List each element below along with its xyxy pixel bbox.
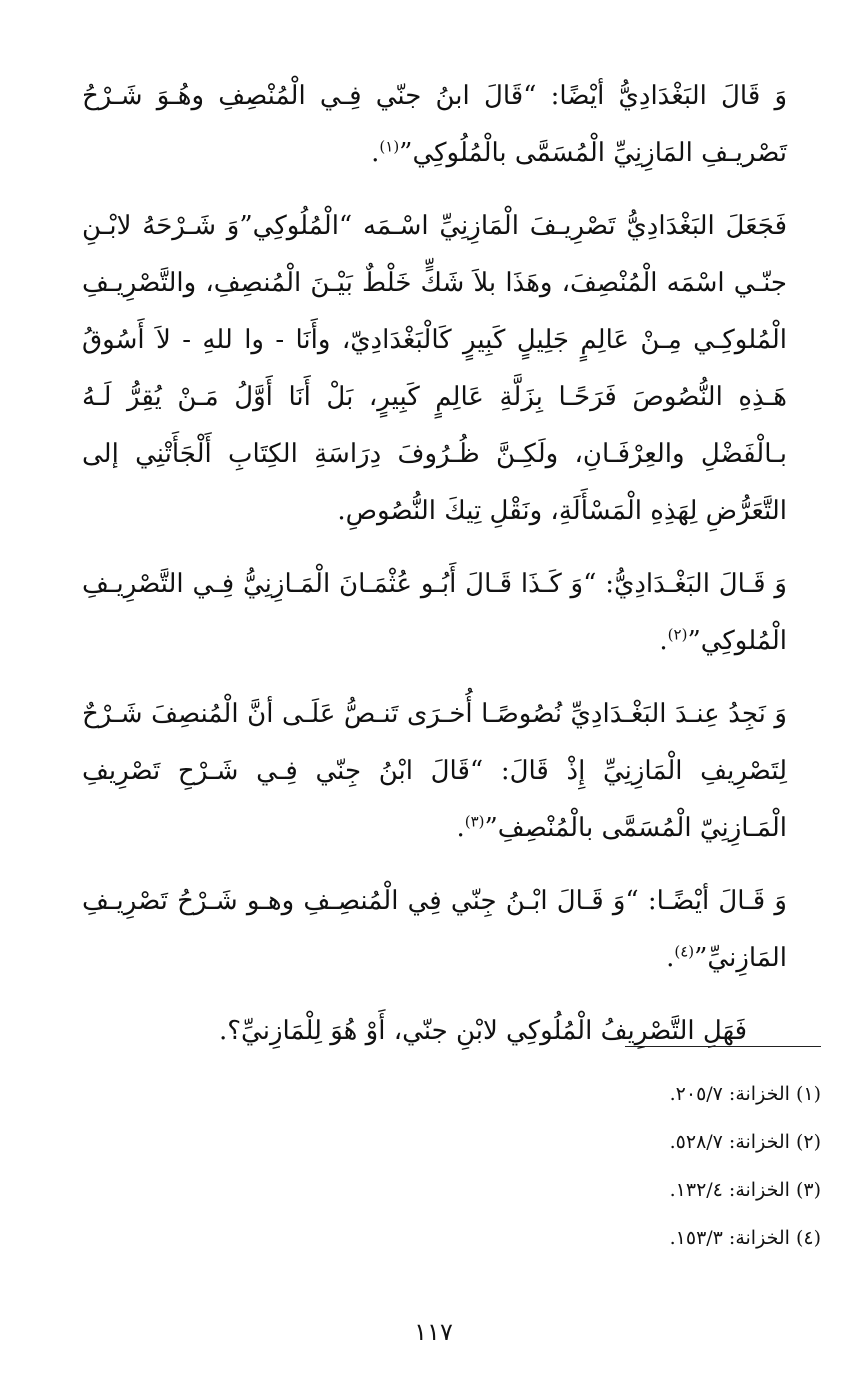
paragraph-4-text: وَ نَجِدُ عِنـدَ البَغْـدَادِيِّ نُصُوصًـا أُخـرَى تَنـصُّ عَلَـى أنَّ الْمُنصِفَ شَـرْحٌ لِتَصْرِيفِ الْمَازِنِيِّ إِذْ قَالَ: “قَالَ ابْنُ جِنّي فِـي شَـرْحِ تَصْرِيفِ الْمَـازِنِيّ الْمُسَمَّى بالْمُنْصِفِ” [82,699,787,843]
footnote-1: (١) الخزانة: ٢٠٥/٧. [669,1083,821,1105]
footnote-4: (٤) الخزانة: ١٥٣/٣. [669,1227,821,1249]
paragraph-5-text: وَ قَـالَ أيْضًـا: “وَ قَـالَ ابْـنُ جِنّي فِي الْمُنصِـفِ وهـو شَـرْحُ تَصْرِيـفِ المَازِنيِّ” [82,886,787,973]
paragraph-3-text: وَ قَـالَ البَغْـدَادِيُّ: “وَ كَـذَا قَـالَ أَبُـو عُثْمَـانَ الْمَـازِنِيُّ فِـي التَّصْرِيـفِ الْمُلوكِي” [82,569,787,656]
paragraph-1-end: . [371,138,380,168]
paragraph-4-end: . [456,813,465,843]
paragraph-6-text: فَهَلِ التَّصْرِيفُ الْمُلُوكِي لابْنِ جنّي، أَوْ هُوَ لِلْمَازِنيِّ؟. [218,1016,747,1046]
paragraph-4 [82,686,787,857]
footnote-3: (٣) الخزانة: ١٣٢/٤. [669,1179,821,1201]
paragraph-1-text: وَ قَالَ البَغْدَادِيُّ أيْضًا: “قَالَ ابنُ جنّي فِـي الْمُنْصِفِ وهُـوَ شَـرْحُ تَصْريـفِ المَازِنِيِّ الْمُسَمَّى بالْمُلُوكِي” [82,81,787,168]
footnote-ref-4: (٤) [674,942,695,961]
footnote-2: (٢) الخزانة: ٥٢٨/٧. [669,1131,821,1153]
footnote-ref-3: (٣) [464,812,485,831]
paragraph-5 [82,873,787,987]
body-text [82,68,787,1076]
paragraph-3-end: . [659,626,668,656]
footnotes [421,1070,821,1262]
paragraph-2-text: فَجَعَلَ البَغْدَادِيُّ تَصْرِيـفَ الْمَازِنِيِّ اسْـمَه “الْمُلُوكِي”وَ شَـرْحَهُ لابْـنِ جنّـي اسْمَه الْمُنْصِفَ، وهَذَا بلاَ شَكٍّ خَلْطٌ بَيْـنَ الْمُنصِفِ، والتَّصْرِيـفِ الْمُلوكِـي مِـنْ عَالِمٍ جَلِيلٍ كَبِيرٍ كَالْبَغْدَادِيّ، وأَنَا - وا للهِ - لاَ أَسُوقُ هَـذِهِ النُّصُوصَ فَرَحًـا بِزَلَّةِ عَالِمٍ كَبِيرٍ، بَلْ أَنَا أَوَّلُ مَـنْ يُقِرُّ لَـهُ بـالْفَضْلِ والعِرْفَـانِ، ولَكِـنَّ ظُـرُوفَ دِرَاسَةِ الكِتَابِ أَلْجَأَتْنِي إلى التَّعَرُّضِ لِهَذِهِ الْمَسْأَلَةِ، ونَقْلِ تِيكَ النُّصُوصِ. [82,211,787,526]
page-number: ١١٧ [414,1318,453,1346]
paragraph-1 [82,68,787,182]
footnote-ref-1: (١) [379,137,400,156]
paragraph-3 [82,556,787,670]
footnote-ref-2: (٢) [667,625,688,644]
paragraph-5-end: . [666,943,675,973]
paragraph-6 [82,1003,787,1060]
paragraph-2 [82,198,787,540]
footnote-separator [625,1046,821,1047]
